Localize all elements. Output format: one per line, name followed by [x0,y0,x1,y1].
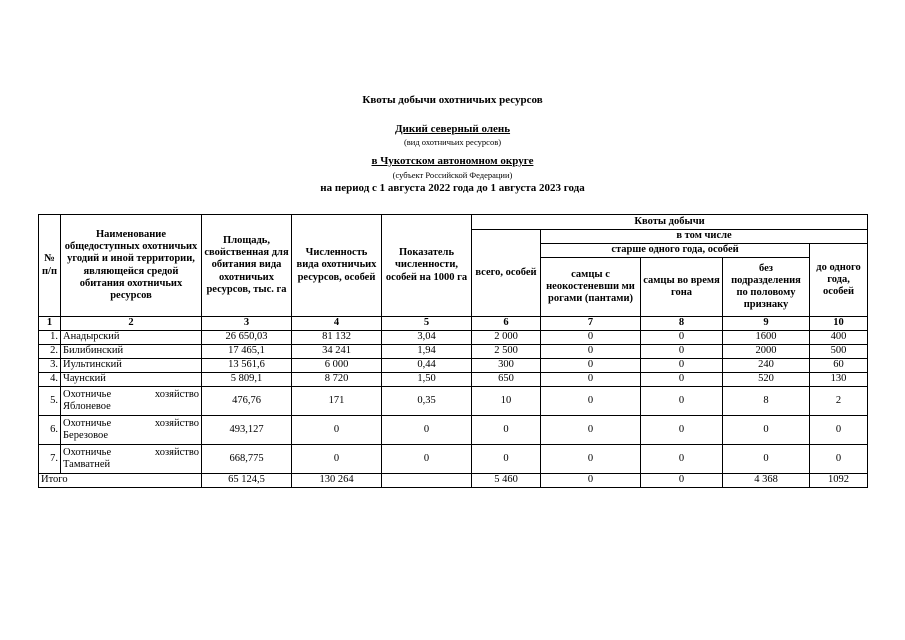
area-cell: 493,127 [202,416,292,445]
territory-name: Чаунский [61,373,202,387]
row-number: 7. [39,445,61,474]
antlers-cell: 0 [541,445,641,474]
table-row [39,359,868,373]
antlers-cell: 0 [541,345,641,359]
header-population: Численность вида охотничьих ресурсов, особей [292,215,382,317]
document-title: Квоты добычи охотничьих ресурсов [362,94,543,106]
row-number: 2. [39,345,61,359]
rut-cell: 0 [641,416,723,445]
header-incl: в том числе [541,230,868,244]
rut-cell: 0 [641,387,723,416]
total-population-cell: 130 264 [292,474,382,488]
total-area-cell: 65 124,5 [202,474,292,488]
row-number: 3. [39,359,61,373]
territory-name-line2: Яблоневое [63,401,111,412]
header-area: Площадь, свойственная для обитания вида охотничьих ресурсов, тыс. га [202,215,292,317]
young-cell: 60 [810,359,868,373]
area-cell: 26 650,03 [202,331,292,345]
antlers-cell: 0 [541,359,641,373]
density-cell: 0,44 [382,359,472,373]
area-cell: 476,76 [202,387,292,416]
total-cell: 650 [472,373,541,387]
row-number: 4. [39,373,61,387]
antlers-cell: 0 [541,373,641,387]
period-line: на период с 1 августа 2022 года до 1 августа 2023 года [320,182,585,194]
density-cell: 0 [382,416,472,445]
nosex-cell: 8 [723,387,810,416]
nosex-cell: 0 [723,416,810,445]
antlers-cell: 0 [541,331,641,345]
antlers-cell: 0 [541,416,641,445]
totals-label: Итого [39,474,202,488]
table-row [39,445,868,474]
col-number: 3 [202,317,292,331]
table-row [39,416,868,445]
nosex-cell: 240 [723,359,810,373]
rut-cell: 0 [641,373,723,387]
nosex-cell: 1600 [723,331,810,345]
header-density: Показатель численности, особей на 1000 га [382,215,472,317]
total-cell: 0 [472,445,541,474]
rut-cell: 0 [641,445,723,474]
header-quota: Квоты добычи [472,215,868,230]
territory-name-line1: Охотничье хозяйство [63,446,199,458]
region-name: в Чукотском автономном округе [371,155,534,167]
col-number: 6 [472,317,541,331]
territory-name [61,445,202,474]
table-row [39,331,868,345]
table-row [39,345,868,359]
territory-name: Билибинский [61,345,202,359]
density-cell: 0 [382,445,472,474]
table-row [39,387,868,416]
totals-row [39,474,868,488]
total-density-cell [382,474,472,488]
territory-name [61,416,202,445]
header-name: Наименование общедоступных охотничьих угодий и иной территории, являющейся средой обитания охотничьих ресурсов [61,215,202,317]
nosex-cell: 520 [723,373,810,387]
territory-name-line2: Березовое [63,430,108,441]
col-number: 9 [723,317,810,331]
population-cell: 171 [292,387,382,416]
table-row [39,373,868,387]
territory-name: Анадырский [61,331,202,345]
total-cell: 300 [472,359,541,373]
col-number: 1 [39,317,61,331]
area-cell: 13 561,6 [202,359,292,373]
rut-cell: 0 [641,359,723,373]
density-cell: 0,35 [382,387,472,416]
young-cell: 500 [810,345,868,359]
rut-cell: 0 [641,345,723,359]
header-males-rut: самцы во время гона [641,258,723,317]
total-cell: 10 [472,387,541,416]
col-number: 5 [382,317,472,331]
row-number: 1. [39,331,61,345]
nosex-cell: 0 [723,445,810,474]
total-cell: 2 500 [472,345,541,359]
total-cell: 0 [472,416,541,445]
region-note: (субъект Российской Федерации) [392,170,513,180]
col-number: 2 [61,317,202,331]
young-cell: 0 [810,445,868,474]
species-name: Дикий северный олень [394,123,511,135]
antlers-cell: 0 [541,387,641,416]
total-quota-cell: 5 460 [472,474,541,488]
young-cell: 400 [810,331,868,345]
young-cell: 2 [810,387,868,416]
species-note: (вид охотничьих ресурсов) [403,137,502,147]
territory-name [61,387,202,416]
total-rut-cell: 0 [641,474,723,488]
header-no-sex: без подразделения по половому признаку [723,258,810,317]
population-cell: 0 [292,445,382,474]
population-cell: 34 241 [292,345,382,359]
total-antlers-cell: 0 [541,474,641,488]
total-nosex-cell: 4 368 [723,474,810,488]
density-cell: 1,94 [382,345,472,359]
total-cell: 2 000 [472,331,541,345]
young-cell: 0 [810,416,868,445]
population-cell: 0 [292,416,382,445]
territory-name: Иультинский [61,359,202,373]
area-cell: 17 465,1 [202,345,292,359]
row-number: 5. [39,387,61,416]
total-young-cell: 1092 [810,474,868,488]
density-cell: 1,50 [382,373,472,387]
col-number: 8 [641,317,723,331]
area-cell: 668,775 [202,445,292,474]
row-number: 6. [39,416,61,445]
nosex-cell: 2000 [723,345,810,359]
header-num: № п/п [39,215,61,317]
population-cell: 8 720 [292,373,382,387]
rut-cell: 0 [641,331,723,345]
col-number: 7 [541,317,641,331]
quota-table [38,214,868,488]
young-cell: 130 [810,373,868,387]
population-cell: 81 132 [292,331,382,345]
col-number: 4 [292,317,382,331]
territory-name-line1: Охотничье хозяйство [63,417,199,429]
territory-name-line1: Охотничье хозяйство [63,388,199,400]
header-total: всего, особей [472,230,541,317]
territory-name-line2: Тамватней [63,459,111,470]
density-cell: 3,04 [382,331,472,345]
header-young: до одного года, особей [810,244,868,317]
column-numbers-row [39,317,868,331]
header-older: старше одного года, особей [541,244,810,258]
header-males-antlers: самцы с неокостеневши ми рогами (пантами) [541,258,641,317]
population-cell: 6 000 [292,359,382,373]
col-number: 10 [810,317,868,331]
area-cell: 5 809,1 [202,373,292,387]
